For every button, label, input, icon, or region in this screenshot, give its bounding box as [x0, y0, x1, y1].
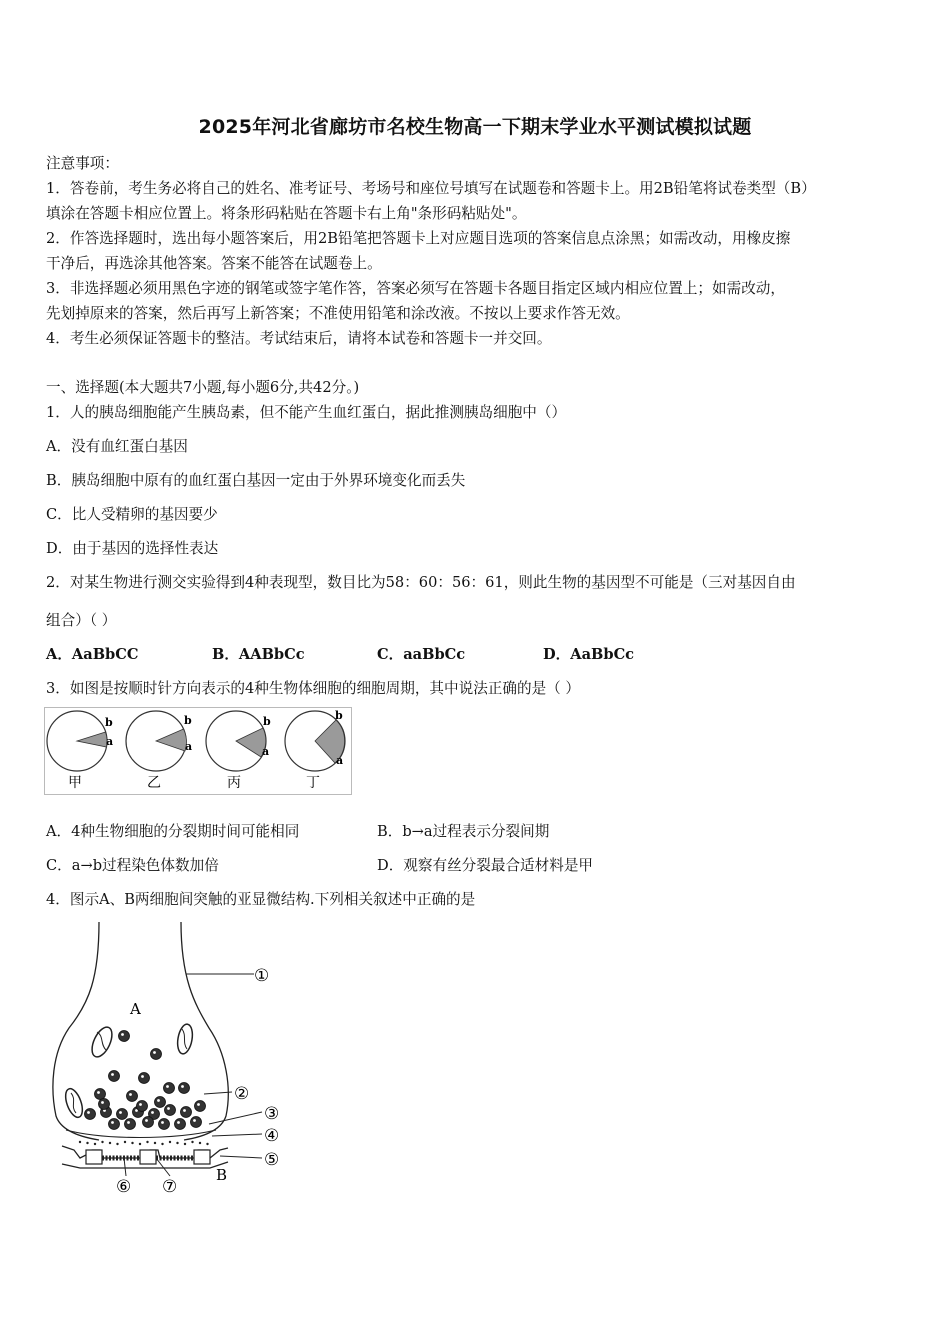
- vesicle-highlight: [139, 1103, 142, 1106]
- section-heading: 一、选择题(本大题共7小题,每小题6分,共42分。): [46, 379, 360, 396]
- transmitter-dot: [109, 1142, 111, 1144]
- vesicle: [137, 1101, 148, 1112]
- transmitter-dot: [154, 1142, 156, 1144]
- figure-label-jia: 甲: [68, 775, 82, 791]
- q2-option-b: B．AABbCc: [212, 646, 305, 663]
- point-b-label: b: [263, 715, 271, 728]
- vesicle: [179, 1083, 190, 1094]
- q3-option-a: A．4种生物细胞的分裂期时间可能相同: [46, 823, 300, 840]
- point-a-label: a: [262, 745, 270, 758]
- callout-5: ⑤: [264, 1150, 280, 1170]
- vesicle: [175, 1119, 186, 1130]
- point-a-label: a: [336, 754, 344, 767]
- figure-label-ding: 丁: [306, 775, 320, 791]
- q3-option-d: D．观察有丝分裂最合适材料是甲: [377, 857, 594, 874]
- q2-option-d: D．AaBbCc: [543, 646, 635, 663]
- transmitter-dot: [101, 1141, 103, 1143]
- vesicle-highlight: [127, 1121, 130, 1124]
- vesicle: [151, 1049, 162, 1060]
- q1-option-d: D．由于基因的选择性表达: [46, 540, 219, 557]
- transmitter-dot: [146, 1141, 148, 1143]
- vesicle: [85, 1109, 96, 1120]
- vesicle: [109, 1071, 120, 1082]
- vesicle-highlight: [166, 1085, 169, 1088]
- notice-line-1: 1．答卷前，考生务必将自己的姓名、准考证号、考场号和座位号填写在试题卷和答题卡上。用2B铅笔将试卷类型（B）: [46, 180, 816, 197]
- notice-line-5: 3．非选择题必须用黑色字迹的钢笔或签字笔作答，答案必须写在答题卡各题目指定区域内相应位置上；如需改动，: [46, 280, 785, 297]
- transmitter-dot: [184, 1143, 186, 1145]
- transmitter-dot: [176, 1142, 178, 1144]
- point-a-label: a: [106, 735, 114, 748]
- q2-option-c: C．aaBbCc: [377, 646, 466, 663]
- vesicle: [99, 1099, 110, 1110]
- vesicle: [195, 1101, 206, 1112]
- cell-cycle-figure: [44, 707, 352, 795]
- callout-7: ⑦: [162, 1177, 178, 1197]
- notice-line-2: 填涂在答题卡相应位置上。将条形码粘贴在答题卡右上角"条形码粘贴处"。: [46, 205, 527, 222]
- pie-yi: [126, 711, 192, 791]
- vesicle: [159, 1119, 170, 1130]
- mitochondrion: [88, 1024, 116, 1060]
- q1-option-a: A．没有血红蛋白基因: [46, 438, 188, 455]
- page-title: 2025年河北省廊坊市名校生物高一下期末学业水平测试模拟试题: [198, 116, 752, 138]
- vesicle-highlight: [121, 1033, 124, 1036]
- vesicle-highlight: [111, 1121, 114, 1124]
- vesicle-highlight: [141, 1075, 144, 1078]
- vesicle-highlight: [129, 1093, 132, 1096]
- transmitter-dot: [131, 1142, 133, 1144]
- q2-stem-line-2: 组合）（ ）: [46, 612, 117, 629]
- point-b-label: b: [335, 709, 343, 722]
- q1-option-b: B．胰岛细胞中原有的血红蛋白基因一定由于外界环境变化而丢失: [46, 472, 466, 489]
- vesicle-highlight: [153, 1051, 156, 1054]
- notice-heading: 注意事项：: [46, 155, 119, 172]
- vesicle-highlight: [111, 1073, 114, 1076]
- transmitter-dot: [116, 1143, 118, 1145]
- callout-4: ④: [264, 1126, 280, 1146]
- mitochondrion: [176, 1023, 195, 1055]
- callout-3: ③: [264, 1104, 280, 1124]
- receptor-channel: [86, 1150, 102, 1164]
- vesicle: [95, 1089, 106, 1100]
- pie-ding: [285, 709, 345, 791]
- q1-option-c: C．比人受精卵的基因要少: [46, 506, 218, 523]
- transmitter-dot: [161, 1143, 163, 1145]
- transmitter-dot: [124, 1141, 126, 1143]
- q1-stem: 1．人的胰岛细胞能产生胰岛素，但不能产生血红蛋白，据此推测胰岛细胞中（）: [46, 404, 567, 421]
- vesicle-highlight: [167, 1107, 170, 1110]
- vesicle-highlight: [87, 1111, 90, 1114]
- q2-stem-line-1: 2．对某生物进行测交实验得到4种表现型，数目比为58：60：56：61，则此生物的基因型不可能是（三对基因自由: [46, 574, 796, 591]
- pie-bing: [206, 711, 271, 791]
- vesicle-highlight: [161, 1121, 164, 1124]
- vesicle-highlight: [193, 1119, 196, 1122]
- presynaptic-membrane: [66, 1130, 216, 1138]
- cell-a-label: A: [130, 1000, 141, 1018]
- point-a-label: a: [185, 740, 193, 753]
- transmitter-dot: [191, 1141, 193, 1143]
- cell-b-label: B: [216, 1166, 228, 1184]
- q2-option-a: A．AaBbCC: [46, 646, 139, 663]
- transmitter-dot: [94, 1143, 96, 1145]
- vesicle: [125, 1119, 136, 1130]
- callout-1: ①: [254, 966, 270, 986]
- transmitter-dot: [206, 1143, 208, 1145]
- receptor-channel: [140, 1150, 156, 1164]
- vesicle-highlight: [177, 1121, 180, 1124]
- vesicle: [191, 1117, 202, 1128]
- figure-label-bing: 丙: [227, 775, 241, 791]
- point-b-label: b: [184, 714, 192, 727]
- vesicle-highlight: [145, 1119, 148, 1122]
- vesicle-highlight: [197, 1103, 200, 1106]
- transmitter-dot: [86, 1142, 88, 1144]
- vesicle-highlight: [151, 1111, 154, 1114]
- transmitter-dot: [139, 1143, 141, 1145]
- vesicle: [181, 1107, 192, 1118]
- vesicle: [139, 1073, 150, 1084]
- q3-stem: 3．如图是按顺时针方向表示的4种生物体细胞的细胞周期，其中说法正确的是（ ）: [46, 680, 580, 697]
- vesicle: [127, 1091, 138, 1102]
- transmitter-dot: [79, 1141, 81, 1143]
- vesicle: [119, 1031, 130, 1042]
- figure-label-yi: 乙: [147, 775, 161, 791]
- vesicle-highlight: [97, 1091, 100, 1094]
- transmitter-dot: [199, 1142, 201, 1144]
- point-b-label: b: [105, 716, 113, 729]
- notice-line-3: 2．作答选择题时，选出每小题答案后，用2B铅笔把答题卡上对应题目选项的答案信息点涂黑；如需改动，用橡皮擦: [46, 230, 791, 247]
- callout-6: ⑥: [116, 1177, 132, 1197]
- mitochondrion: [62, 1087, 85, 1120]
- notice-line-6: 先划掉原来的答案，然后再写上新答案；不准使用铅笔和涂改液。不按以上要求作答无效。: [46, 305, 630, 322]
- vesicle: [117, 1109, 128, 1120]
- transmitter-dot: [169, 1141, 171, 1143]
- notice-line-7: 4．考生必须保证答题卡的整洁。考试结束后，请将本试卷和答题卡一并交回。: [46, 330, 552, 347]
- neurotransmitter-dots: [79, 1141, 209, 1145]
- notice-line-4: 干净后，再选涂其他答案。答案不能答在试题卷上。: [46, 255, 382, 272]
- pie-jia: [47, 711, 113, 791]
- vesicle-highlight: [101, 1101, 104, 1104]
- vesicle-highlight: [157, 1099, 160, 1102]
- vesicle: [155, 1097, 166, 1108]
- vesicle-highlight: [119, 1111, 122, 1114]
- synapse-figure: [44, 918, 304, 1208]
- callout-2: ②: [234, 1084, 250, 1104]
- q4-stem: 4．图示A、B两细胞间突触的亚显微结构.下列相关叙述中正确的是: [46, 891, 476, 908]
- q3-option-b: B．b→a过程表示分裂间期: [377, 823, 550, 840]
- vesicle: [164, 1083, 175, 1094]
- vesicle: [143, 1117, 154, 1128]
- vesicle-highlight: [181, 1085, 184, 1088]
- q3-option-c: C．a→b过程染色体数加倍: [46, 857, 219, 874]
- vesicle: [109, 1119, 120, 1130]
- vesicle: [165, 1105, 176, 1116]
- vesicle-highlight: [183, 1109, 186, 1112]
- receptor-channel: [194, 1150, 210, 1164]
